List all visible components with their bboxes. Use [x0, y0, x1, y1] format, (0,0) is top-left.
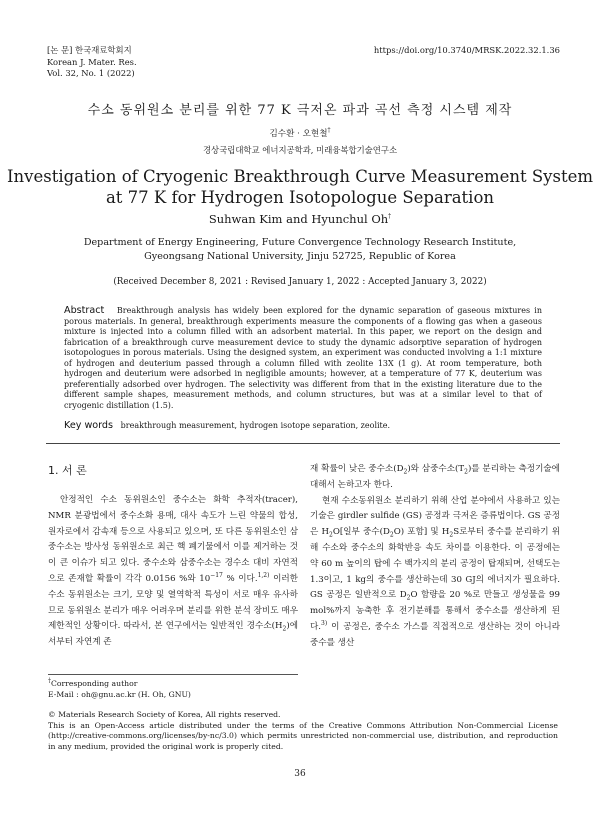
english-affiliation: Department of Energy Engineering, Future Convergence Technology Research Institute, Gyeongsang National University, Jinju 52725, Republic of Korea [83, 237, 517, 262]
body-column-left [48, 493, 298, 651]
paragraph: 재 확률이 낮은 중수소$(D_2)$와 삼중수소$(T_2)$를 분리하는 측정기술에 대해서 논하고자 한다. [310, 464, 560, 490]
abstract-text: Breakthrough analysis has widely been explored for the dynamic separation of gaseous mixtures in porous materials. In general, breakthrough experiments measure the components of a flowing gas when a gaseous mixture is injected into a column filled with an adsorbent material. In this paper, we report on the design and fabrication of a breakthrough curve measurement device to study the dynamic adsorptive separation of hydrogen isotopologues in porous materials. Using the designed system, an experiment was conducted involving a 1:1 mixture of hydrogen and deuterium passed through a column filled with zeolite 13X (1 g). At room temperature, both hydrogen and deuterium were adsorbed in negligible amounts; however, at a temperature of 77 K, deuterium was preferentially adsorbed over hydrogen. The selectivity was different from that in the existing literature due to the different sample shapes, measurement methods, and column structures, but was at a similar level to that of cryogenic distillation (1.5). [64, 306, 542, 410]
journal-name-korean: [논 문] 한국재료학회지 [47, 45, 132, 55]
korean-title: 수소 동위원소 분리를 위한 77 K 극저온 파과 곡선 측정 시스템 제작 [87, 103, 513, 118]
paragraph: 안정적인 수소 동위원소인 중수소는 화학 추적자(tracer), NMR 분광법에서 중수소화 용매, 대사 속도가 느린 약물의 합성, 원자로에서 감속재 등으로 사용되고 있으며, 또 다른 동위원소인 삼중수소는 방사성 동위원소로 최근 핵 폐기물에서 이를 제거하는 것이 큰 이슈가 되고 있다. 중수소와 삼중수소는 경수소 대비 자연적으로 존재할 확률이 각각 0.0156 %와 $10^{-17}$ % 이다.$^{1,2)}$ 이러한 수소 동위원소는 크기, 모양 및 열역학적 특성이 서로 매우 유사하므로 동위원소 분리가 매우 어려우며 분리를 위한 분석 장비도 매우 제한적인 상황이다. 따라서, 본 연구에서는 일반적인 경수소$(H_2)$에서부터 자연계 존 [48, 495, 298, 648]
korean-authors: 김수환 · 오현철† [269, 127, 331, 139]
license-notice: © Materials Research Society of Korea, All rights reserved. This is an Open-Access article distributed under the terms of the Creative Commons Attribution Non-Commercial License (http://creative-commons.org/licenses/by-nc/3.0) which permits unrestricted non-commercial use, distribution, and reproduction in any medium, provided the original work is properly cited. [48, 710, 558, 751]
corresponding-mark: † [327, 127, 331, 135]
footnote: †Corresponding author E-Mail : oh@gnu.ac.kr (H. Oh, GNU) [48, 677, 191, 699]
journal-citation [47, 45, 137, 80]
received-dates: (Received December 8, 2021 : Revised January 1, 2022 : Accepted January 3, 2022) [113, 277, 487, 287]
abstract-label: Abstract [64, 305, 105, 316]
keywords-text: breakthrough measurement, hydrogen isotope separation, zeolite. [120, 421, 391, 430]
footnote-divider [48, 674, 298, 675]
keywords-label: Key words [64, 420, 114, 431]
keywords [64, 420, 542, 431]
paragraph: 현재 수소동위원소 분리하기 위해 산업 분야에서 사용하고 있는 기술은 girdler sulfide (GS) 공정과 극저온 증류법이다. GS 공정은 $H_2O$[일부 중수$(D_2O)$ 포함] 및 $H_2S$로부터 중수를 분리하기 위해 수소와 중수소의 화학반응 속도 차이를 이용한다. 이 공정에는 약 60 m 높이의 탑에 수 백가지의 분리 공정이 탑재되며, 선택도는 1.3이고, 1 kg의 중수를 생산하는데 30 GJ의 에너지가 필요하다. GS 공정은 일반적으로 $D_2O$ 함량을 20 %로 만들고 생성물을 99 mol%까지 농축한 후 전기분해를 통해서 중수소를 생산하게 된다.$^{3)}$ 이 공정은, 중수소 가스를 직접적으로 생산하는 것이 아니라 중수를 생산 [310, 495, 560, 648]
korean-affiliation: 경상국립대학교 에너지공학과, 미래융복합기술연구소 [202, 145, 398, 155]
page-number: 36 [294, 769, 306, 779]
corresponding-mark: † [388, 213, 392, 221]
english-title: Investigation of Cryogenic Breakthrough Curve Measurement System at 77 K for Hydrogen Isotopologue Separation [7, 167, 593, 207]
section-divider [46, 443, 560, 444]
journal-volume: Vol. 32, No. 1 (2022) [47, 68, 135, 78]
doi-link[interactable]: https://doi.org/10.3740/MRSK.2022.32.1.36 [373, 45, 560, 55]
body-column-right [310, 462, 560, 652]
abstract [64, 306, 542, 411]
journal-name-english: Korean J. Mater. Res. [47, 56, 137, 67]
english-authors: Suhwan Kim and Hyunchul Oh† [208, 212, 392, 226]
section-heading: 1. 서 론 [48, 464, 87, 477]
